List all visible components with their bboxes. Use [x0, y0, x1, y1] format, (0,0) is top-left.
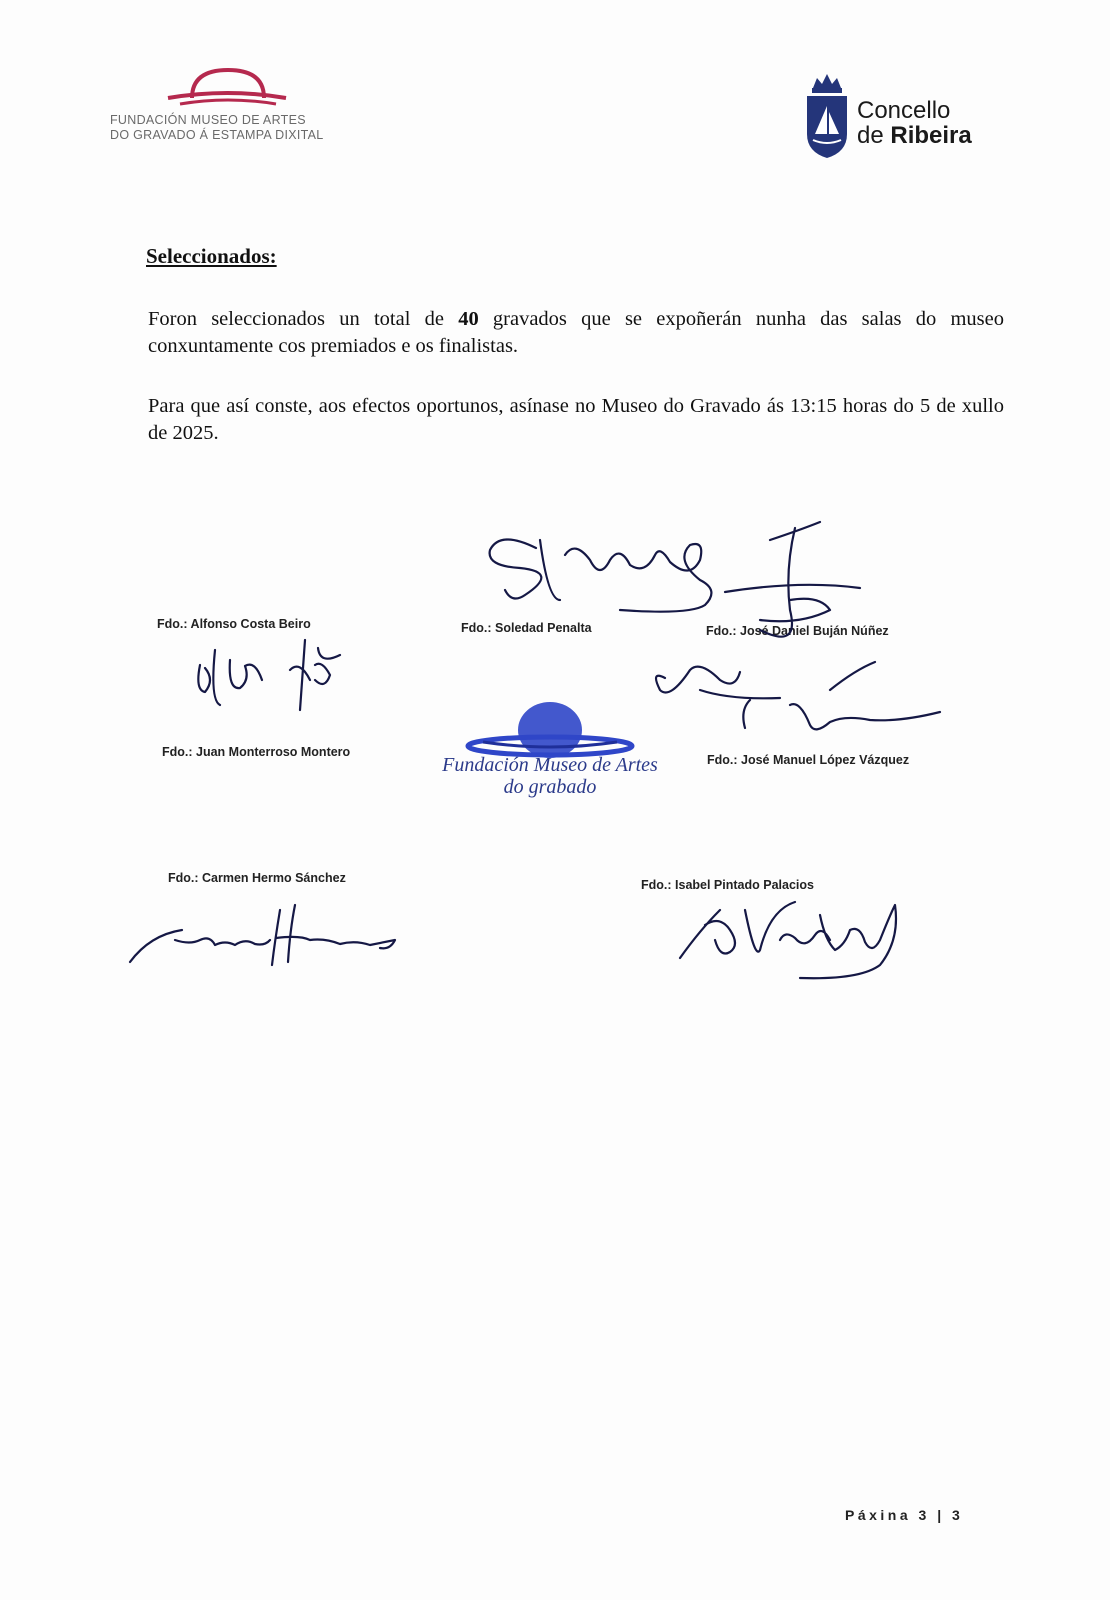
stamp-line-1: Fundación Museo de Artes [442, 754, 658, 776]
concello-line-2: de Ribeira [857, 122, 972, 149]
signature-isabel [680, 902, 896, 978]
signatory-jose-daniel: Fdo.: José Daniel Buján Núñez [706, 624, 889, 638]
signatory-juan: Fdo.: Juan Monterroso Montero [162, 745, 351, 759]
signature-jose-daniel [725, 522, 860, 637]
signatory-soledad: Fdo.: Soledad Penalta [461, 621, 592, 635]
signature-alfonso [198, 640, 340, 710]
page-number: Páxina 3 | 3 [845, 1507, 964, 1523]
blue-hat-stamp-icon [425, 700, 675, 760]
logo-line-1: FUNDACIÓN MUSEO DE ARTES [110, 113, 306, 127]
signatory-jose-manuel: Fdo.: José Manuel López Vázquez [707, 753, 910, 767]
signature-soledad [490, 539, 712, 611]
signatory-isabel: Fdo.: Isabel Pintado Palacios [641, 878, 814, 892]
signatory-carmen: Fdo.: Carmen Hermo Sánchez [168, 871, 346, 885]
logo-line-2: DO GRAVADO Á ESTAMPA DIXITAL [110, 128, 324, 142]
foundation-stamp [425, 700, 675, 810]
signature-jose-manuel [656, 662, 940, 729]
section-heading: Seleccionados: [146, 244, 277, 268]
paragraph-attestation: Para que así conste, aos efectos oportunos, asínase no Museo do Gravado ás 13:15 horas do 5 de xullo de 2025. [148, 395, 1004, 444]
signature-carmen [130, 905, 395, 965]
stamp-line-2: do grabado [503, 776, 597, 798]
concello-line-1: Concello [857, 97, 951, 124]
signatory-alfonso: Fdo.: Alfonso Costa Beiro [157, 617, 311, 631]
paragraph-selection: Foron seleccionados un total de 40 gravados que se expoñerán nunha das salas do museo conxuntamente cos premiados e os finalistas. [148, 308, 1004, 357]
